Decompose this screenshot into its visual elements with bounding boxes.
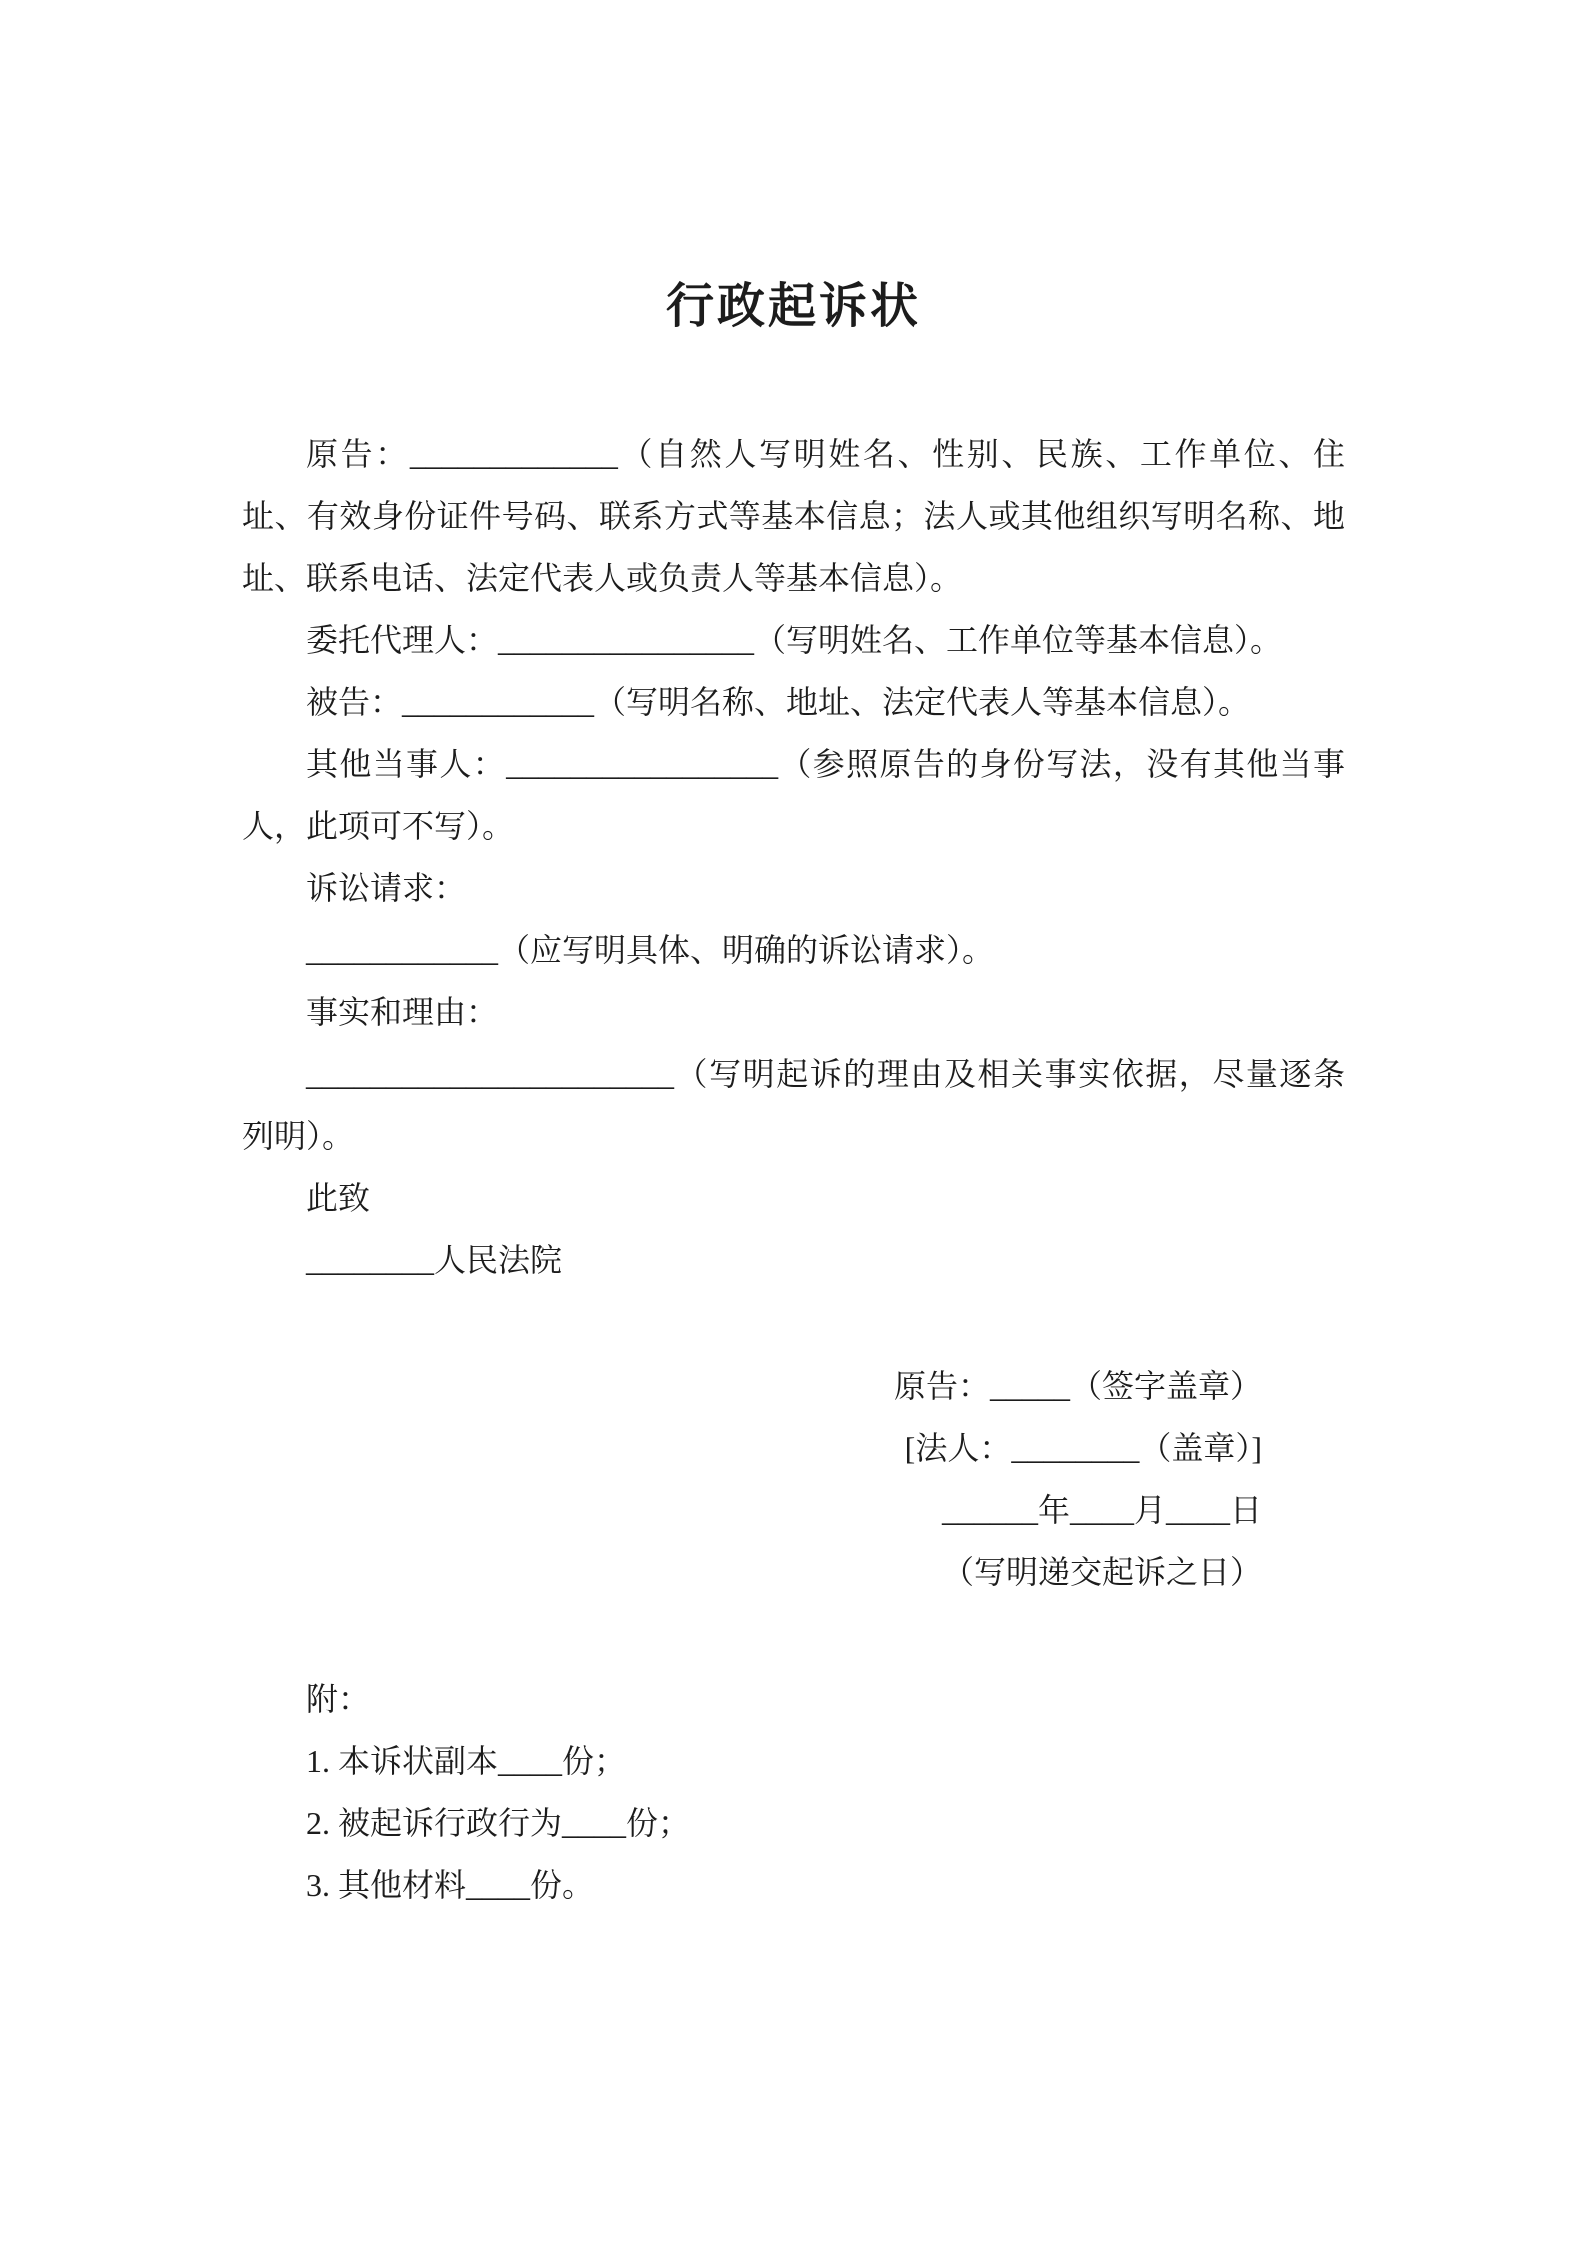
attachment-item-other-materials: 3. 其他材料____份。 [306, 1867, 595, 1903]
signature-plaintiff-line: 原告：_____（签字盖章） [893, 1368, 1262, 1404]
facts-reasons-heading: 事实和理由： [306, 994, 499, 1030]
attachment-block [242, 1668, 1345, 1916]
salutation-line: 此致 [306, 1180, 371, 1216]
attachment-heading: 附： [306, 1681, 371, 1717]
paragraph-other-parties: 其他当事人：_________________（参照原告的身份写法，没有其他当事人，此项可不写）。 [242, 746, 1345, 844]
attachment-item-copies: 1. 本诉状副本____份； [306, 1743, 627, 1779]
claims-blank-line: ____________（应写明具体、明确的诉讼请求）。 [306, 932, 995, 968]
paragraph-plaintiff: 原告：_____________（自然人写明姓名、性别、民族、工作单位、住址、有效身份证件号码、联系方式等基本信息；法人或其他组织写明名称、地址、联系电话、法定代表人或负责人等基本信息）。 [242, 436, 1345, 596]
claims-heading: 诉讼请求： [306, 870, 467, 906]
signature-legal-person-line: [法人：________（盖章）] [904, 1430, 1262, 1466]
facts-reasons-blank-line: _______________________（写明起诉的理由及相关事实依据，尽量逐条列明）。 [242, 1056, 1345, 1154]
attachment-item-administrative-act: 2. 被起诉行政行为____份； [306, 1805, 691, 1841]
signature-block [242, 1355, 1345, 1603]
court-name-line: ________人民法院 [306, 1242, 563, 1278]
document-title: 行政起诉状 [665, 280, 921, 333]
document-body [242, 423, 1345, 1916]
signature-date-line: ______年____月____日 [941, 1492, 1262, 1528]
signature-date-note: （写明递交起诉之日） [941, 1554, 1262, 1590]
paragraph-authorized-agent: 委托代理人：________________（写明姓名、工作单位等基本信息）。 [306, 622, 1283, 658]
paragraph-defendant: 被告：____________（写明名称、地址、法定代表人等基本信息）。 [306, 684, 1251, 720]
